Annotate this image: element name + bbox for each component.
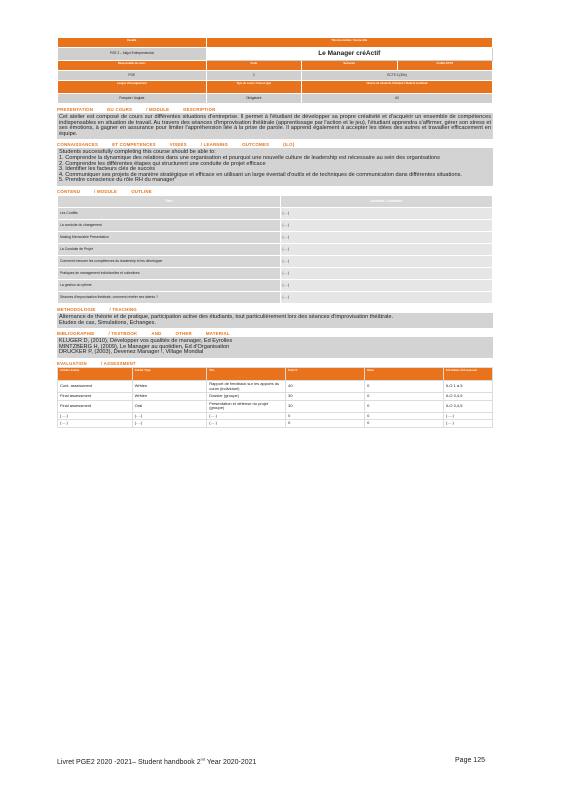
header-workload-label: Heures de travail de l'étudiant / Student workload <box>302 81 493 94</box>
table-row: Les Conflits (….) <box>58 207 493 219</box>
outline-head-activities: Activités / Activities <box>280 195 493 207</box>
header-language-value: Français / Anglais <box>58 94 207 104</box>
learning-outcomes-text: Students successfully completing this course should be able to: 1. Comprendre la dynamique des relations dans une organisation et pourquoi une nouvelle culture de leadership est nécessaire au sein des organisations 2. Comprendre les différentes étapes qui structurent une conduite de projet efficace 3. Identifier les facteurs clés de succès 4. Communiquer ses projets de manière stratégique et efficace en utilisant un large éventail d'outils et de techniques de communication dans différentes situations. 5. Prendre conscience du rôle RH du manager" <box>57 148 493 186</box>
header-course-title-label: Titre du module / Course title <box>206 38 492 48</box>
table-row: Séances d'improvisation théâtrale, comment révéler ses talents ? (….) <box>58 291 493 303</box>
table-row: (….) (….) (….) 0 0 (….) <box>58 412 493 420</box>
bibliography-text: KLUGER D, (2010), Développer vos qualités de manager, Ed Eyrolles MINTZBERG H, (2009), Le Manager au quotidien, Ed d'Organisation DRUCKER P, (2003), Devenez Manager !, Village Mondial <box>57 337 493 358</box>
table-row: Comment mesurer les compétences du leadership et les développer (….) <box>58 255 493 267</box>
footer-handbook-label: Livret PGE2 2020 -2021– Student handbook 2nd Year 2020-2021 <box>57 757 257 767</box>
presentation-heading: PRESENTATION DU COURS / MODULE DESCRIPTION <box>57 107 216 112</box>
evaluation-table <box>57 367 493 428</box>
table-row: (….) (….) (….) 0 0 (….) <box>58 420 493 428</box>
page-number: Page 125 <box>455 757 485 764</box>
header-course-title-value: Le Manager créActif <box>206 48 492 61</box>
header-owner-value: PGE <box>58 71 207 81</box>
module-outline-heading: CONTENU / MODULE OUTLINE <box>57 188 152 194</box>
bibliography-heading: BIBLIOGRAPHIE / TEXTBOOK AND OTHER MATERIAL <box>57 331 230 337</box>
header-workload-value: 60 <box>302 94 493 104</box>
header-faculty-value: PGE 2 – Major Entrepreneuriat <box>58 48 207 61</box>
methodology-text: Alternance de théorie et de pratique, participation active des étudiants, tout particulièrement lors des séances d'improvisation théâtrale. Etudes de cas, Simulations, Echanges. <box>57 313 493 328</box>
table-row: Pratiques de management individuelles et collectives (….) <box>58 267 493 279</box>
table-row: Final assessment Oral Présentation et défense du projet (groupe) 30 0 ILO 3,4,5 <box>58 400 493 412</box>
header-ects-value: ECTS 3 (30h) <box>302 71 493 81</box>
eval-head-ilo: ILO évalués / ILO assessed <box>444 367 493 380</box>
eval-head-type: Activité / Type <box>132 367 207 380</box>
header-language-label: Langue d'enseignement <box>58 81 207 94</box>
header-code-label: Code <box>206 61 301 71</box>
header-owner-label: Responsable du cours <box>58 61 207 71</box>
header-ects-label: Crédits ECTS <box>397 61 492 71</box>
outline-head-title: Titre <box>58 195 281 207</box>
eval-head-activity: Activité / Activity <box>58 367 133 380</box>
eval-head-weight: Poids % <box>286 367 365 380</box>
header-type-value: Obligatoire <box>206 94 301 104</box>
eval-head-duration: Durée <box>365 367 444 380</box>
presentation-text: Cet atelier est composé de cours sur différentes situations d'entreprise. Il permet à l'étudiant de développer sa propre créativité et d'acquérir un ensemble de compétences indispensables en situation de travail. Au travers des séances d'improvisation théâtrale (apprentissage par l'action et le jeu), l'étudiant apprendra s'affirmer, gérer son stress et ses émotions, à gagner en assurance pour limiter l'appréhension liée à la prise de parole. Il apprend également à accepter les idées des autres et travailler efficacement en équipe. <box>57 113 493 139</box>
header-code-value: 2 <box>206 71 301 81</box>
page-footer <box>57 757 485 766</box>
course-header-table <box>57 37 493 104</box>
evaluation-heading: EVALUATION / ASSESSMENT <box>57 360 136 366</box>
page-content <box>57 37 493 428</box>
table-row: La Conduite de Projet (….) <box>58 243 493 255</box>
table-row: La gestion du rythme (….) <box>58 279 493 291</box>
table-row: La conduite du changement (….) <box>58 219 493 231</box>
header-type-label: Type de cours / Course type <box>206 81 301 94</box>
methodology-heading: METHODOLOGIE / TEACHING <box>57 306 137 312</box>
eval-head-title: Titre <box>207 367 286 380</box>
table-row: Making Memorable Presentation (….) <box>58 231 493 243</box>
header-semester-label: Semestre <box>302 61 397 71</box>
learning-outcomes-heading: CONNAISSANCES ET COMPETENCES VISEES / LEARNING OUTCOMES (ILO) <box>57 142 295 148</box>
module-outline-table <box>57 195 493 304</box>
table-row: Cont. assessment Written Rapport de feedback sur les apports du cours (individuel) 40 0 ILO 1 à 5 <box>58 380 493 392</box>
header-faculty-label: Faculté <box>58 38 207 48</box>
table-row: Final assessment Written Dossier (groupe) 30 0 ILO 3,4,5 <box>58 393 493 401</box>
